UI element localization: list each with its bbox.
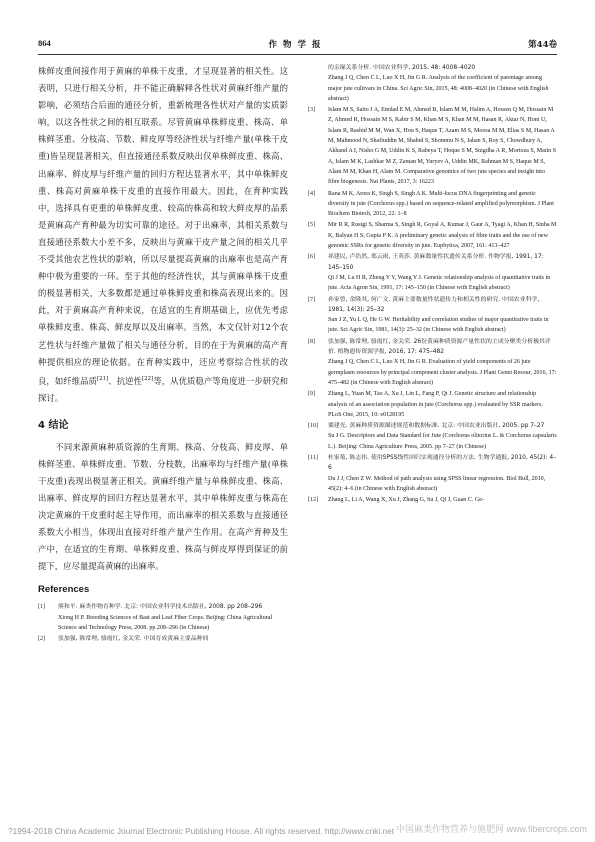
left-column xyxy=(38,63,288,646)
reference-item: [6] 祁建民, 卢浩然, 郑云雨, 王英莎. 黄麻数量性状遗传关系分析. 作物学报, 1991, 17: 145–150 Qi J M, Lu H R, Zheng Y Y, Wang Y J. Genetic relationship analysis of quantitative traits in jute. Acta Agron Sin, 1991, 17: 145–150 (in Chinese with English abstract) xyxy=(308,254,551,292)
reference-item: [5] Mir R R, Rustgi S, Sharma S, Singh R, Goyal A, Kumar J, Gaur A, Tyagi A, Khan H, Sinha M K, Balyan H S, Gupta P K. A preliminary genetic analysis of fibre traits and the use of new genomic SSRs for genetic diversity in jute. Euphytica, 2007, 161: 413–427 xyxy=(308,222,557,250)
watermark: 中国麻类作物营养与施肥网 www.fibercrops.com xyxy=(395,824,587,834)
citation-22[interactable]: [22] xyxy=(141,375,154,382)
page-number: 864 xyxy=(38,38,51,48)
page-header xyxy=(38,38,557,52)
citation-21[interactable]: [21] xyxy=(96,375,109,382)
reference-item: [1] 熊和平. 麻类作物育种学. 北京: 中国农业科学技术出版社, 2008. pp 208–296 Xiong H P. Breeding Sciences of Bast and Leaf Fiber Crops. Beijing: China Agricultural Science and Technology Press, 2008. pp 208–296 (in Chinese) xyxy=(38,604,273,632)
reference-item: [8] 张加强, 陈常理, 骆霞红, 金关荣. 26份黄麻种质资源产量性状的主成分聚类分析极其评价. 植物遗传资源学报, 2016, 17: 475–482 Zhang J Q, Chen C L, Luo X H, Jin G R. Evaluation of yield components of 26 jute germplasm resources by principal component cluster analysis. J Plant Genet Resour, 2016, 17: 475–482 (in Chinese with English abstract) xyxy=(308,338,557,386)
reference-item: [4] Rana M K, Arora K, Singh S, Singh A K. Multi-locus DNA fingerprinting and genetic diversity in jute (Corchorus spp.) based on sequence-related amplified polymorphism. J Plant Biochem Biotech, 2012, 22: 1–8 xyxy=(308,190,554,218)
journal-title: 作物学报 xyxy=(268,40,327,50)
reference-item: [2] 张加强, 陈常理, 骆霞红, 金关荣. 中国育成黄麻主要品种间 xyxy=(38,636,209,643)
discussion-paragraph: 株鲜皮重间接作用于黄麻的单株干皮重，才呈现显著的相关性。这表明，只进行相关分析，并不能正确解释各性状对黄麻纤维产量的影响，必须结合后面的通径分析，重新梳理各性状对产量的实质影响，以这各性状之间的相互联系。尽管黄麻单株鲜皮重、株高、单株鲜茎重、分枝高、节数、鲜皮厚等经济性状与纤维产量(单株干皮重)皆呈现显著相关，但直接通径系数反映出仅单株鲜皮重、株高、出麻率、鲜皮厚与纤维产量的回归方程达显著水平，其中单株鲜皮重、株高对黄麻单株干皮重的直接作用最大。因此，在育种实践中，选择具有更重的单株鲜皮重、较高的株高和较大鲜皮厚的品系是黄麻高产育种最为切实可靠的途径。对于出麻率，其相关系数与直接通径系数大小差不多，反映出与黄麻干皮产量之间的相关几乎不受其他农艺性状的影响，所以尽量提高黄麻的出麻率也是高产育种中极为重要的一环。至于其他的经济性状，其与黄麻单株干皮重的极显著相关，大多数都是通过单株鲜皮重和株高表现出来的。因此，对于黄麻高产育种来说，在适宜的生育期基础上，应优先考虑单株鲜皮重、株高、鲜皮厚以及出麻率。当然，本文仅针对12个农艺性状与纤维产量做了相关与通径分析，目的在于为黄麻的高产育种提供相应的理论依据。在育种实践中，还应考察综合性状的改良，如纤维品质[21]、抗逆性[22]等，从优质稳产等角度进一步研究和探讨。 xyxy=(38,66,289,403)
reference-item: 的亲缘关系分析. 中国农业科学, 2015, 48: 4008–4020 Zhang J Q, Chen C L, Luo X H, Jin G R. Analysis of the coefficient of parentage among major jute cultivars in China. Sci Agric Sin, 2015, 48: 4008–4020 (in Chinese with English abstract) xyxy=(328,65,549,102)
copyright-text: ?1994-2018 China Academic Journal Electronic Publishing House. All rights reserved. http://www.cnki.net xyxy=(8,826,395,836)
references-title: References xyxy=(38,584,90,596)
right-column xyxy=(308,63,557,506)
reference-item: [12] Zhang L, Li A, Wang X, Xu J, Zhang G, Su J, Qi J, Guan C. Ge- xyxy=(308,497,484,504)
reference-item: [11] 杜家菊, 陈志伟. 使用SPSS线性回归实现通径分析的方法. 生物学通报, 2010, 45(2): 4–6 Du J J, Chen Z W. Method of path analysis using SPSS linear regression. Biol Bull, 2010, 45(2): 4–6 (in Chinese with English abstract) xyxy=(308,454,557,492)
header-rule xyxy=(38,54,557,55)
conclusion-paragraph: 不同来源黄麻种质资源的生育期、株高、分枝高、鲜皮厚、单株鲜茎重、单株鲜皮重、节数、分枝数，出麻率均与纤维产量(单株干皮重)表现出极显著正相关。黄麻纤维产量与单株鲜皮重、株高、出麻率、鲜皮厚的回归方程达显著水平，其中单株鲜皮重与株高在决定黄麻的干皮重时起主导作用，而出麻率的相关系数与直接通径系数大小相当，体现出直接对纤维产量产生作用。在高产育种及生产中，在适宜的生育期、单株鲜皮重、株高与鲜皮厚得到保证的前提下，应尽量提高黄麻的出麻率。 xyxy=(38,441,288,572)
reference-item: [10] 粟建光. 黄麻种质资源描述规范和数据标准. 北京: 中国农业出版社, 2005. pp 7–27 Su J G. Descriptors and Data Standard for Jute (Corchorus olitorius L. & Corchorus capsularis L.). Beijing: China Agriculture Press, 2005. pp 7–27 (in Chinese) xyxy=(308,423,557,450)
reference-item: [7] 孙家曾, 余隆其, 何广文. 黄麻主要数量性状遗传力和相关性的研究. 中国农业科学, 1981, 14(3): 25–32 Sun J Z, Yu L Q, He G W. Heritability and correlation studies of major quantitative traits in jute. Sci Agric Sin, 1981, 14(3): 25–32 (in Chinese with English abstract) xyxy=(308,296,549,334)
section-title-conclusion: 4 结论 xyxy=(38,419,69,431)
volume-label: 第44卷 xyxy=(528,40,557,50)
reference-item: [3] Islam M S, Saito J A, Emdad E M, Ahmed B, Islam M M, Halim A, Hossen Q M, Hossain M Z, Ahmed R, Hossain M S, Kabir S M, Khan M S, Khan M M, Hasan R, Aktar N, Honi U, Islam R, Rashid M M, Wan X, Hou S, Haque T, Azam M S, Moosa M M, Elias S M, Hasan A M, Mahmood N, Shafiuddin M, Shahid S, Shommu N S, Jahan S, Roy S, Chowdhury A, Akhand A I, Nisho G M, Uddin K S, Rabeya T, Hoque S M, Snigdha A R, Mortoza S, Matin S A, Islam M K, Lashkar M Z, Zaman M, Yuryev A, Uddin MK, Rahman M S, Haque M S, Alam M M, Khan H, Alam M. Comparative genomics of two jute species and insight into fibre biogenesis. Nat Plants, 2017, 3: 16223 xyxy=(308,107,557,186)
reference-list-left xyxy=(38,602,288,644)
reference-item: [9] Zhang L, Yuan M, Tao A, Xu J, Lin L, Fang P, Qi J. Genetic structure and relationship analysis of an association population in jute (Corchorus spp.) evaluated by SSR markers. PLoS One, 2015, 10: e0128195 xyxy=(308,391,543,418)
